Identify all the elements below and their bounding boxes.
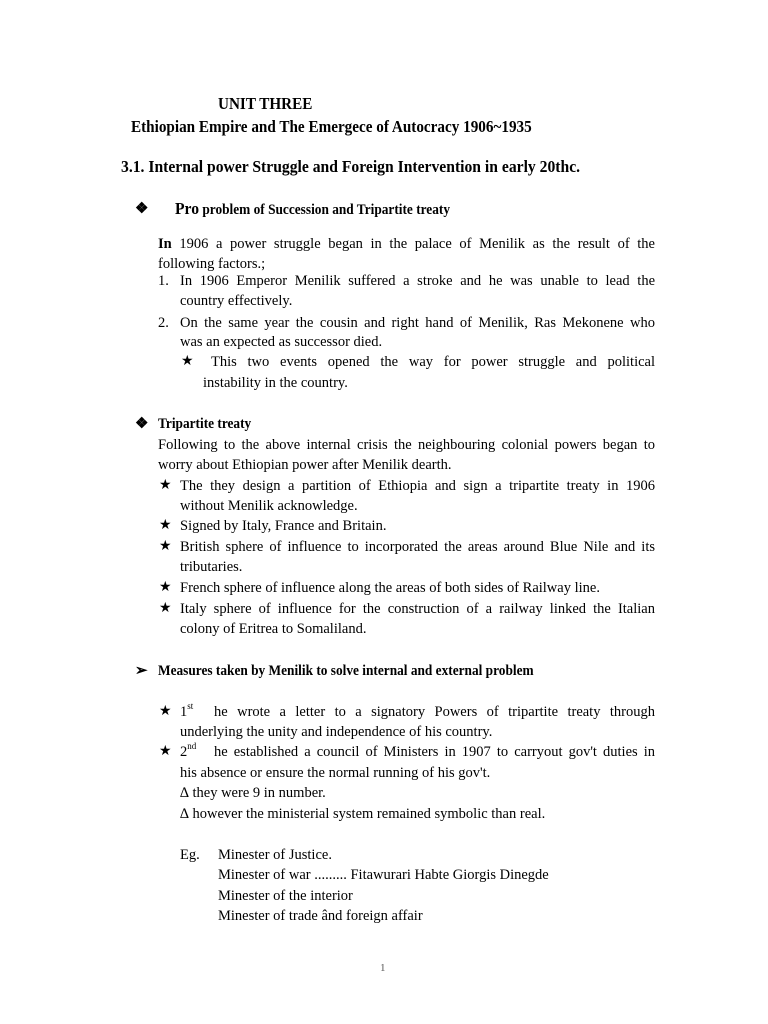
star-bullet-icon: ★	[159, 601, 172, 616]
delta-note-2: ∆ however the ministerial system remained symbolic than real.	[180, 806, 546, 822]
first-num: 1	[180, 704, 188, 720]
section-heading: 3.1. Internal power Struggle and Foreign Intervention in early 20thc.	[121, 157, 581, 176]
bullet-5-line-2: colony of Eritrea to Somaliland.	[180, 621, 367, 637]
section2-heading: Tripartite treaty	[158, 416, 252, 432]
second-num: 2	[180, 744, 188, 760]
unit-subtitle: Ethiopian Empire and The Emergece of Autocracy 1906~1935	[131, 117, 532, 136]
diamond-bullet-icon: ❖	[135, 201, 149, 217]
star-bullet-icon: ★	[159, 704, 172, 719]
star-bullet-icon: ★	[159, 518, 172, 533]
first-measure-line-1: he wrote a letter to a signatory Powers of tripartite treaty through	[214, 704, 655, 720]
intro-line-2: following factors.;	[158, 256, 266, 272]
unit-title: UNIT THREE	[218, 94, 313, 113]
first-sup: st	[187, 701, 194, 711]
minister-item: Minester of Justice.	[218, 847, 332, 863]
section2-para-line-2: worry about Ethiopian power after Menilik dearth.	[158, 457, 452, 473]
star-bullet-icon: ★	[159, 744, 172, 759]
second-measure-ordinal	[180, 742, 196, 762]
item-1-line-1: In 1906 Emperor Menilik suffered a stroke and he was unable to lead the	[180, 273, 655, 289]
minister-item: Minester of trade ând foreign affair	[218, 908, 423, 924]
page-number: 1	[380, 962, 386, 974]
item-2-line-1: On the same year the cousin and right hand of Menilik, Ras Mekonene who	[180, 315, 655, 331]
bullet-3-line-2: tributaries.	[180, 559, 243, 575]
intro-lead: In	[158, 236, 172, 252]
bullet-2-line-1: Signed by Italy, France and Britain.	[180, 518, 387, 534]
intro-line1-rest: 1906 a power struggle began in the palace of Menilik as the result of the	[179, 236, 655, 252]
delta-note-1: ∆ they were 9 in number.	[180, 785, 326, 801]
section2-para-line-1: Following to the above internal crisis the neighbouring colonial powers began to	[158, 437, 655, 453]
minister-item: Minester of the interior	[218, 888, 353, 904]
second-measure-line-1: he established a council of Ministers in 1907 to carryout gov't duties in	[214, 744, 655, 760]
diamond-bullet-icon: ❖	[135, 416, 149, 432]
second-measure-line-2: his absence or ensure the normal running of his gov't.	[180, 765, 491, 781]
first-measure-line-2: underlying the unity and independence of his country.	[180, 724, 493, 740]
section1-heading	[175, 199, 450, 220]
note-line-1: This two events opened the way for power struggle and political	[211, 354, 655, 370]
star-bullet-icon: ★	[159, 478, 172, 493]
star-bullet-icon: ★	[159, 539, 172, 554]
item-2-line-2: was an expected as successor died.	[180, 334, 383, 350]
item-number: 1.	[158, 273, 169, 289]
note-line-2: instability in the country.	[203, 375, 348, 391]
bullet-5-line-1: Italy sphere of influence for the construction of a railway linked the Italian	[180, 601, 655, 617]
star-bullet-icon: ★	[181, 354, 194, 369]
bullet-3-line-1: British sphere of influence to incorporated the areas around Blue Nile and its	[180, 539, 655, 555]
section3-heading: Measures taken by Menilik to solve internal and external problem	[158, 663, 534, 679]
section1-heading-rest: problem of Succession and Tripartite treaty	[202, 202, 451, 218]
first-measure-ordinal	[180, 702, 193, 722]
bullet-4-line-1: French sphere of influence along the areas of both sides of Railway line.	[180, 580, 600, 596]
arrow-bullet-icon: ➢	[135, 663, 148, 679]
bullet-1-line-1: The they design a partition of Ethiopia and sign a tripartite treaty in 1906	[180, 478, 655, 494]
intro-line-1	[158, 234, 655, 254]
eg-label: Eg.	[180, 847, 200, 863]
second-sup: nd	[187, 741, 197, 751]
section1-heading-pro: Pro	[175, 199, 200, 218]
star-bullet-icon: ★	[159, 580, 172, 595]
item-number: 2.	[158, 315, 169, 331]
minister-item: Minester of war ......... Fitawurari Habte Giorgis Dinegde	[218, 867, 549, 883]
bullet-1-line-2: without Menilik acknowledge.	[180, 498, 358, 514]
item-1-line-2: country effectively.	[180, 293, 293, 309]
